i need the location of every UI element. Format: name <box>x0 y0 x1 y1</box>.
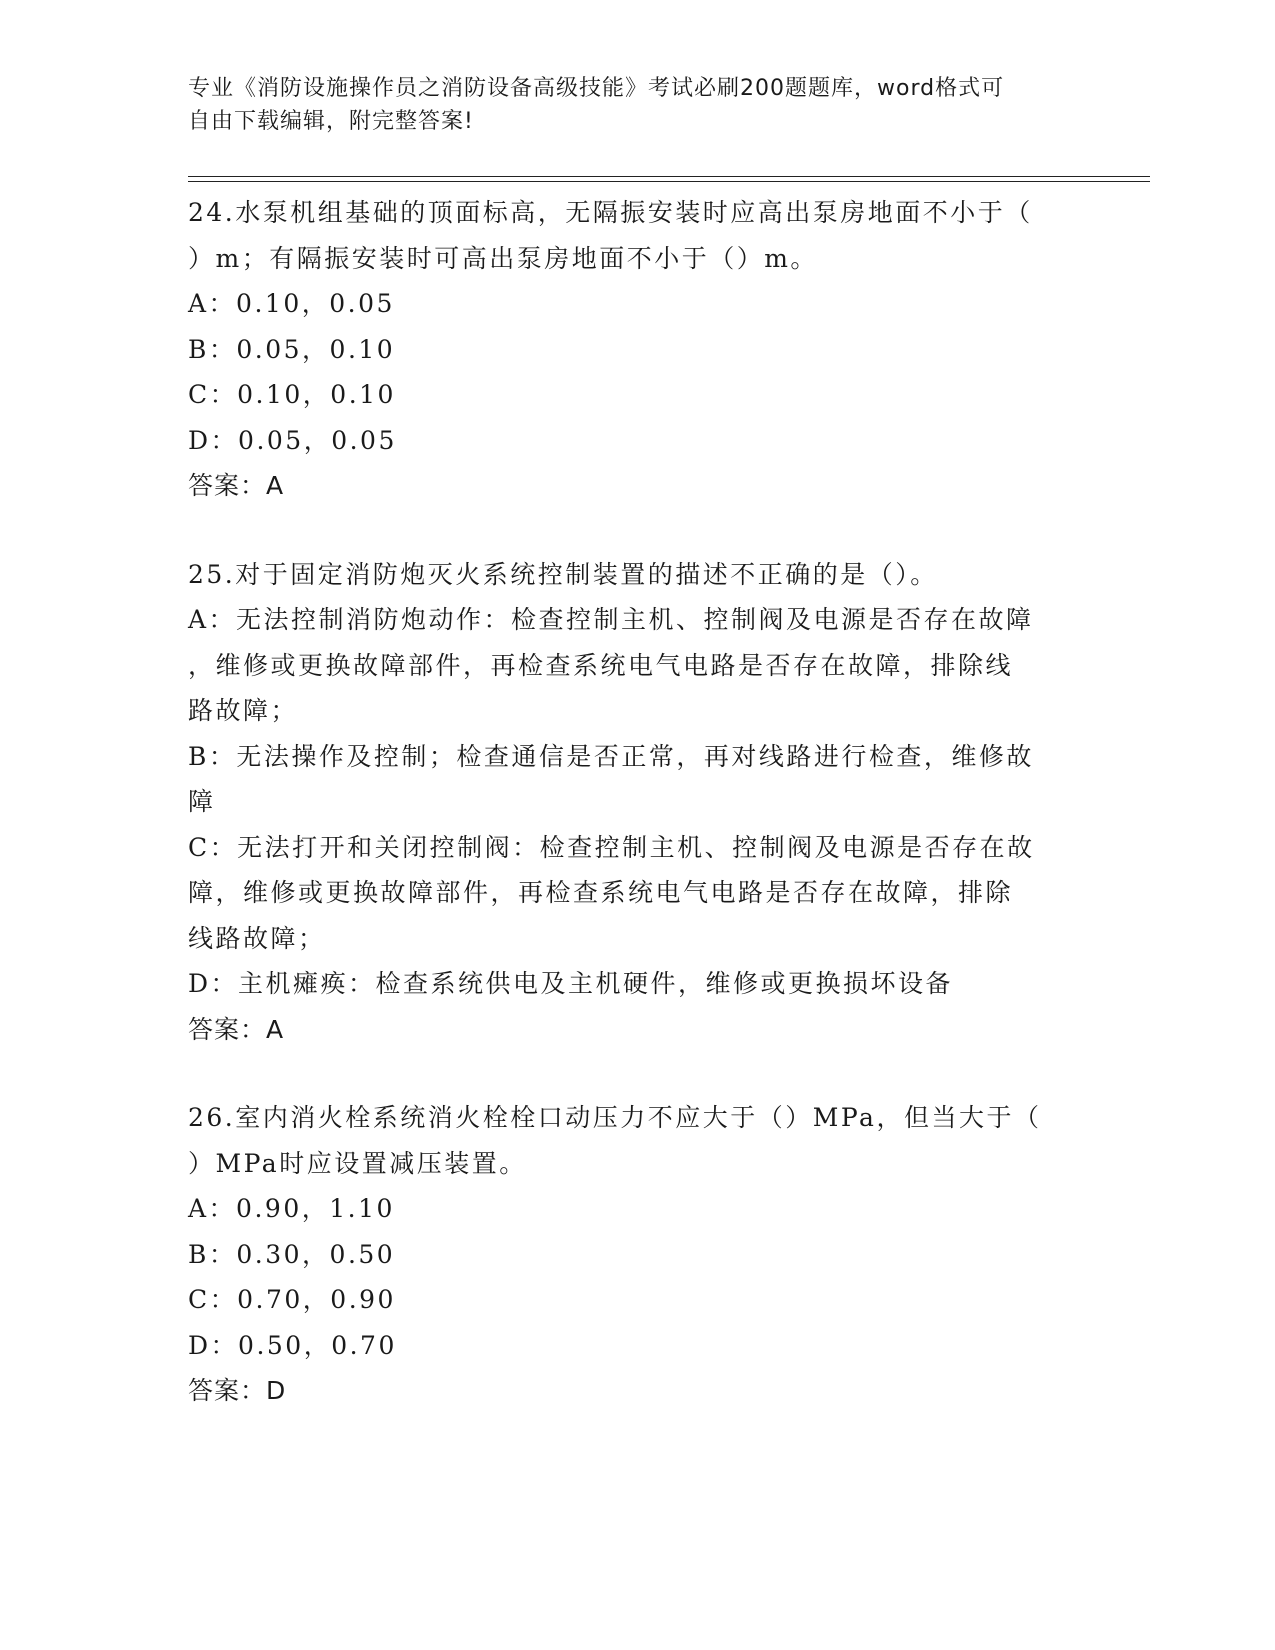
option-a: A：0.10，0.05 <box>188 289 395 318</box>
question-stem: 24.水泵机组基础的顶面标高，无隔振安装时应高出泵房地面不小于（ <box>188 198 1033 227</box>
option-b: B：0.05，0.10 <box>188 334 396 364</box>
header-line: 专业《消防设施操作员之消防设备高级技能》考试必刷200题题库，word格式可 <box>188 76 1005 101</box>
option-a <box>188 597 1078 734</box>
question-stem: ）MPa时应设置减压装置。 <box>188 1148 527 1178</box>
question-list <box>188 190 1078 1457</box>
option-a: A：0.90，1.10 <box>188 1194 395 1223</box>
option-line: 路故障； <box>188 696 299 725</box>
option-line: ，维修或更换故障部件，再检查系统电气电路是否存在故障，排除线 <box>188 650 1014 680</box>
option-line: D：主机瘫痪：检查系统供电及主机硬件，维修或更换损坏设备 <box>188 969 954 998</box>
option-d: D：0.05，0.05 <box>188 425 397 455</box>
question-26 <box>188 1095 1078 1414</box>
header-line: 自由下载编辑，附完整答案! <box>188 109 474 134</box>
question-25 <box>188 552 1078 1053</box>
document-header <box>188 72 1068 138</box>
header-divider <box>188 176 1150 177</box>
question-stem: 26.室内消火栓系统消火栓栓口动压力不应大于（）MPa，但当大于（ <box>188 1103 1042 1132</box>
option-c: C：0.70，0.90 <box>188 1285 396 1314</box>
option-line: 障，维修或更换故障部件，再检查系统电气电路是否存在故障，排除 <box>188 878 1014 907</box>
option-line: 线路故障； <box>188 923 326 953</box>
answer-line: 答案：A <box>188 471 285 500</box>
answer-line: 答案：A <box>188 1014 285 1044</box>
option-line: 障 <box>188 787 216 816</box>
question-stem: ）m；有隔振安装时可高出泵房地面不小于（）m。 <box>188 243 818 273</box>
answer-line: 答案：D <box>188 1376 287 1405</box>
header-divider <box>188 181 1150 182</box>
option-c: C：0.10，0.10 <box>188 380 396 409</box>
option-b: B：0.30，0.50 <box>188 1239 396 1269</box>
option-line: B：无法操作及控制；检查通信是否正常，再对线路进行检查，维修故 <box>188 741 1034 771</box>
option-b <box>188 734 1078 825</box>
question-stem: 25.对于固定消防炮灭火系统控制装置的描述不正确的是（）。 <box>188 559 938 589</box>
question-24 <box>188 190 1078 509</box>
option-d <box>188 961 1078 1007</box>
option-c <box>188 825 1078 962</box>
option-line: C：无法打开和关闭控制阀：检查控制主机、控制阀及电源是否存在故 <box>188 832 1035 862</box>
option-line: A：无法控制消防炮动作：检查控制主机、控制阀及电源是否存在故障 <box>188 605 1034 634</box>
option-d: D：0.50，0.70 <box>188 1330 397 1360</box>
